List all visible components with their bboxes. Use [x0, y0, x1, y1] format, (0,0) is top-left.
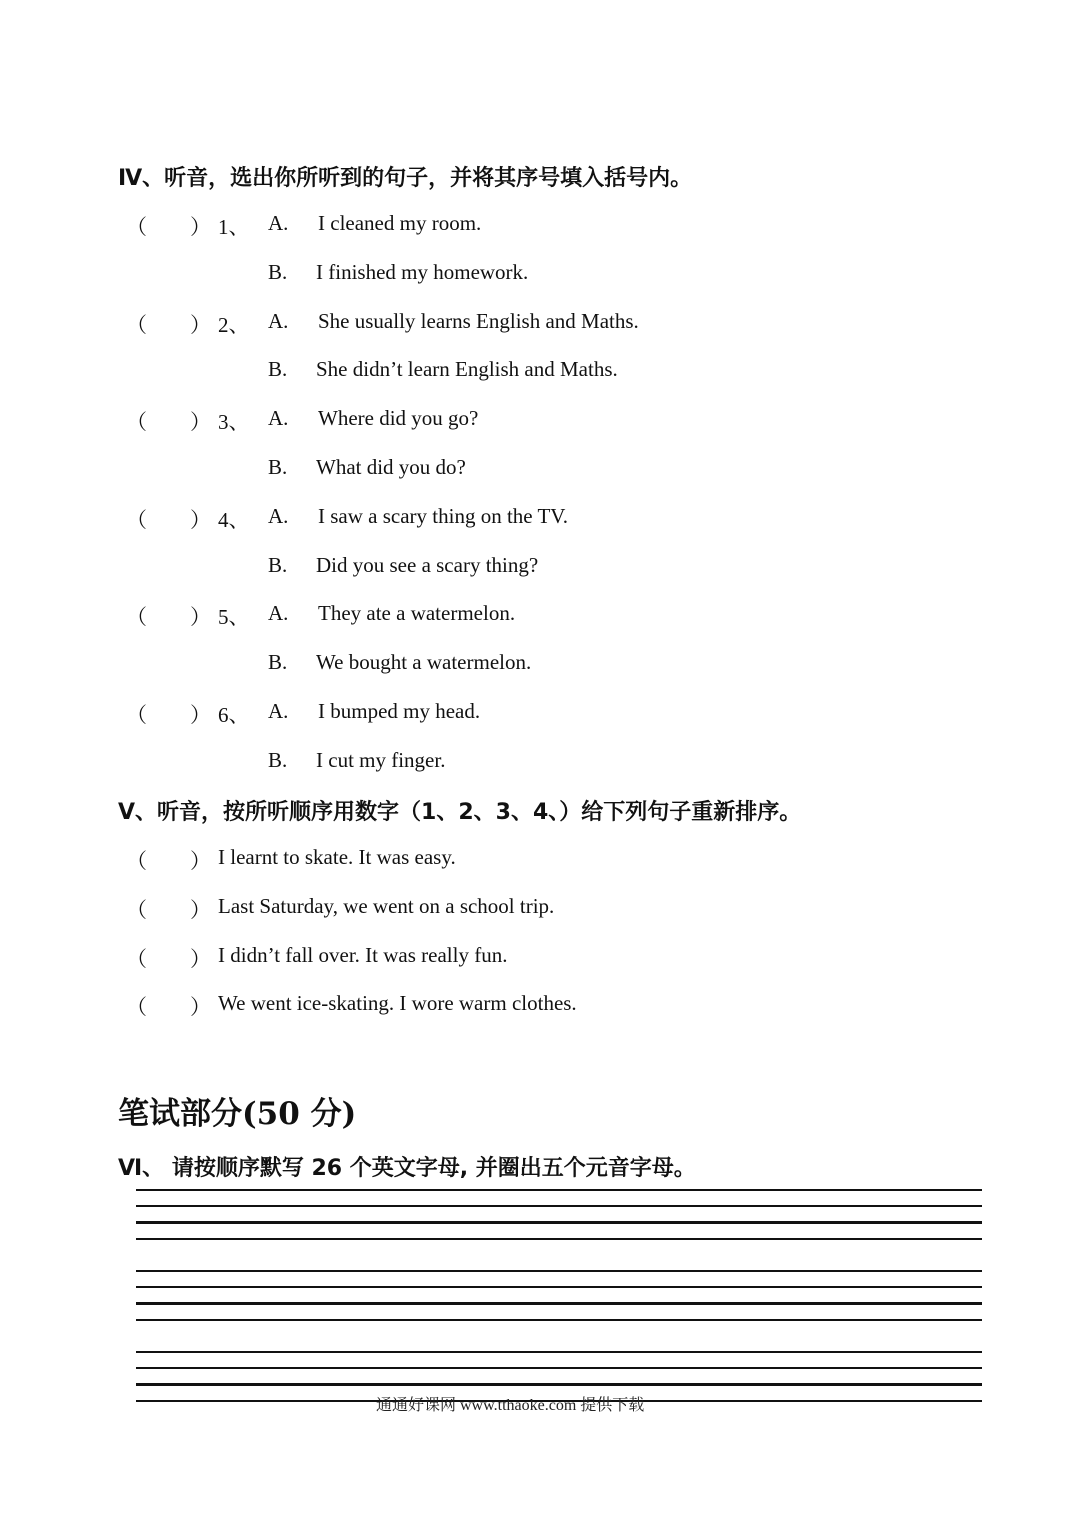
writing-line [136, 1319, 982, 1321]
sentence-text: We went ice-skating. I wore warm clothes. [218, 991, 577, 1015]
sentence-text: I learnt to skate. It was easy. [218, 845, 456, 869]
answer-paren-open: （ [126, 605, 147, 629]
order-blank[interactable] [150, 894, 190, 918]
order-paren-close: ） [190, 898, 211, 922]
order-paren-open: （ [126, 849, 147, 873]
answer-paren-close: ） [190, 313, 211, 337]
footer-note: 通通好课网 www.tthaoke.com 提供下载 [376, 1397, 645, 1414]
option-a-text: Where did you go? [318, 406, 479, 430]
option-b-text: She didn’t learn English and Maths. [316, 357, 618, 381]
option-b-text: What did you do? [316, 455, 466, 479]
writing-line [136, 1189, 982, 1191]
answer-paren-close: ） [190, 703, 211, 727]
writing-line [136, 1302, 982, 1305]
answer-blank[interactable] [150, 309, 190, 333]
question-number: 4、 [218, 508, 250, 532]
order-paren-close: ） [190, 995, 211, 1019]
option-label-a: A. [268, 504, 289, 528]
option-b-text: We bought a watermelon. [316, 650, 532, 674]
option-a-text: I saw a scary thing on the TV. [318, 504, 569, 528]
option-label-b: B. [268, 260, 288, 284]
section-5-heading: Ⅴ、听音，按所听顺序用数字（1、2、3、4、）给下列句子重新排序。 [118, 800, 802, 825]
option-label-b: B. [268, 553, 288, 577]
answer-blank[interactable] [150, 406, 190, 430]
answer-paren-close: ） [190, 410, 211, 434]
option-label-b: B. [268, 650, 288, 674]
option-label-b: B. [268, 455, 288, 479]
writing-line [136, 1270, 982, 1272]
answer-paren-open: （ [126, 410, 147, 434]
option-b-text: Did you see a scary thing? [316, 553, 539, 577]
option-label-b: B. [268, 748, 288, 772]
answer-paren-close: ） [190, 508, 211, 532]
option-a-text: They ate a watermelon. [318, 601, 516, 625]
writing-line [136, 1205, 982, 1207]
question-number: 3、 [218, 410, 250, 434]
option-label-a: A. [268, 601, 289, 625]
section-6-heading: Ⅵ、 请按顺序默写 26 个英文字母, 并圈出五个元音字母。 [118, 1156, 696, 1181]
option-a-text: I bumped my head. [318, 699, 481, 723]
option-label-a: A. [268, 309, 289, 333]
order-paren-open: （ [126, 947, 147, 971]
option-label-a: A. [268, 211, 289, 235]
answer-blank[interactable] [150, 699, 190, 723]
option-label-b: B. [268, 357, 288, 381]
question-number: 2、 [218, 313, 250, 337]
answer-paren-close: ） [190, 605, 211, 629]
order-paren-open: （ [126, 995, 147, 1019]
written-part-title: 笔试部分(50 分) [118, 1096, 357, 1132]
order-paren-close: ） [190, 947, 211, 971]
answer-blank[interactable] [150, 504, 190, 528]
order-blank[interactable] [150, 943, 190, 967]
question-number: 1、 [218, 215, 250, 239]
answer-paren-close: ） [190, 215, 211, 239]
order-paren-open: （ [126, 898, 147, 922]
order-blank[interactable] [150, 991, 190, 1015]
answer-paren-open: （ [126, 215, 147, 239]
writing-line [136, 1286, 982, 1288]
order-paren-close: ） [190, 849, 211, 873]
option-label-a: A. [268, 406, 289, 430]
writing-line [136, 1383, 982, 1386]
writing-line [136, 1351, 982, 1353]
answer-blank[interactable] [150, 211, 190, 235]
order-blank[interactable] [150, 845, 190, 869]
option-b-text: I cut my finger. [316, 748, 446, 772]
writing-line [136, 1367, 982, 1369]
answer-paren-open: （ [126, 703, 147, 727]
option-a-text: She usually learns English and Maths. [318, 309, 639, 333]
sentence-text: Last Saturday, we went on a school trip. [218, 894, 555, 918]
question-number: 6、 [218, 703, 250, 727]
section-4-heading: Ⅳ、听音，选出你所听到的句子，并将其序号填入括号内。 [118, 166, 693, 191]
answer-paren-open: （ [126, 508, 147, 532]
question-number: 5、 [218, 605, 250, 629]
writing-line [136, 1221, 982, 1224]
writing-line [136, 1238, 982, 1240]
answer-blank[interactable] [150, 601, 190, 625]
answer-paren-open: （ [126, 313, 147, 337]
option-b-text: I finished my homework. [316, 260, 529, 284]
sentence-text: I didn’t fall over. It was really fun. [218, 943, 508, 967]
option-a-text: I cleaned my room. [318, 211, 482, 235]
option-label-a: A. [268, 699, 289, 723]
